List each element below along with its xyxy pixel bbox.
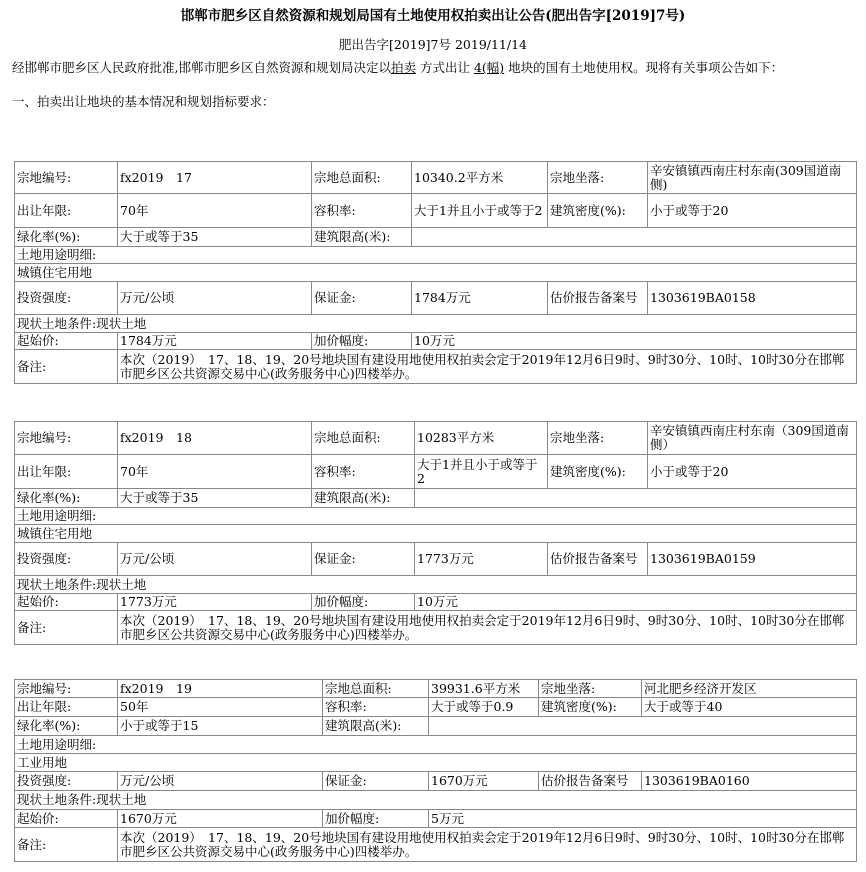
value-far: 大于1并且小于或等于2: [415, 455, 548, 489]
intro-text-2: 方式出让: [416, 60, 474, 75]
label-status: 现状土地条件:: [17, 576, 97, 592]
section-heading: 一、拍卖出让地块的基本情况和规划指标要求：: [12, 94, 275, 109]
label-use-detail: 土地用途明细:: [15, 736, 857, 754]
label-start-price: 起始价:: [15, 333, 118, 350]
label-deposit: 保证金:: [323, 772, 429, 791]
label-parcel-no: 宗地编号:: [15, 680, 118, 698]
label-total-area: 宗地总面积:: [312, 422, 415, 455]
label-density: 建筑密度(%):: [548, 194, 648, 228]
label-height: 建筑限高(米):: [323, 717, 429, 736]
intro-count: 4(幅): [473, 60, 505, 75]
label-term: 出让年限:: [15, 455, 118, 489]
label-density: 建筑密度(%):: [539, 698, 642, 717]
label-location: 宗地坐落:: [539, 680, 642, 698]
value-start-price: 1773万元: [118, 594, 312, 611]
label-invest: 投资强度:: [15, 282, 118, 315]
parcel-table: [14, 161, 857, 384]
label-total-area: 宗地总面积:: [312, 162, 412, 194]
label-start-price: 起始价:: [15, 810, 118, 828]
label-appraisal: 估价报告备案号: [539, 772, 642, 791]
value-term: 50年: [118, 698, 323, 717]
value-parcel-no: fx2019 17: [118, 162, 312, 194]
label-far: 容积率:: [312, 194, 412, 228]
value-green: 大于或等于35: [118, 228, 312, 247]
value-height: [429, 717, 857, 736]
label-status: 现状土地条件:: [17, 315, 97, 331]
label-height: 建筑限高(米):: [312, 228, 412, 247]
value-invest: 万元/公顷: [118, 772, 323, 791]
label-deposit: 保证金:: [312, 282, 412, 315]
label-use-detail: 土地用途明细:: [15, 247, 857, 264]
label-term: 出让年限:: [15, 698, 118, 717]
intro-text-3: 地块的国有土地使用权。现将有关事项公告如下：: [504, 60, 784, 75]
status-row: [15, 315, 857, 333]
label-status: 现状土地条件:: [17, 792, 97, 807]
intro-paragraph: [12, 58, 854, 78]
value-increment: 5万元: [429, 810, 857, 828]
label-increment: 加价幅度:: [323, 810, 429, 828]
label-green: 绿化率(%):: [15, 228, 118, 247]
value-deposit: 1773万元: [415, 543, 548, 576]
label-far: 容积率:: [312, 455, 415, 489]
label-remarks: 备注:: [15, 350, 118, 384]
value-parcel-no: fx2019 18: [118, 422, 312, 455]
value-parcel-no: fx2019 19: [118, 680, 323, 698]
status-row: [15, 576, 857, 594]
value-term: 70年: [118, 194, 312, 228]
value-location: 河北肥乡经济开发区: [642, 680, 857, 698]
value-remarks: 本次（2019） 17、18、19、20号地块国有建设用地使用权拍卖会定于2019年12月6日9时、9时30分、10时、10时30分在邯郸市肥乡区公共资源交易中心(政务服务中心)四楼举办。: [118, 350, 857, 384]
label-location: 宗地坐落:: [548, 422, 648, 455]
label-increment: 加价幅度:: [312, 594, 415, 611]
parcel-table: [14, 421, 857, 645]
label-remarks: 备注:: [15, 611, 118, 645]
label-use-detail: 土地用途明细:: [15, 508, 857, 525]
value-start-price: 1784万元: [118, 333, 312, 350]
label-term: 出让年限:: [15, 194, 118, 228]
label-increment: 加价幅度:: [312, 333, 412, 350]
value-use: 城镇住宅用地: [15, 264, 857, 282]
label-total-area: 宗地总面积:: [323, 680, 429, 698]
label-invest: 投资强度:: [15, 543, 118, 576]
value-total-area: 39931.6平方米: [429, 680, 539, 698]
value-height: [412, 228, 857, 247]
value-location: 辛安镇镇西南庄村东南(309国道南侧): [648, 162, 857, 194]
value-total-area: 10340.2平方米: [412, 162, 548, 194]
value-far: 大于1并且小于或等于2: [412, 194, 548, 228]
label-deposit: 保证金:: [312, 543, 415, 576]
intro-text-1: 经邯郸市肥乡区人民政府批准,邯郸市肥乡区自然资源和规划局决定以: [12, 60, 391, 75]
label-location: 宗地坐落:: [548, 162, 648, 194]
value-use: 城镇住宅用地: [15, 525, 857, 543]
value-start-price: 1670万元: [118, 810, 323, 828]
value-appraisal: 1303619BA0160: [642, 772, 857, 791]
value-height: [415, 489, 857, 508]
value-invest: 万元/公顷: [118, 282, 312, 315]
value-status: 现状土地: [96, 576, 147, 592]
value-status: 现状土地: [96, 315, 147, 331]
value-increment: 10万元: [415, 594, 857, 611]
value-status: 现状土地: [96, 792, 147, 807]
value-increment: 10万元: [412, 333, 857, 350]
label-far: 容积率:: [323, 698, 429, 717]
value-deposit: 1670万元: [429, 772, 539, 791]
value-remarks: 本次（2019） 17、18、19、20号地块国有建设用地使用权拍卖会定于2019年12月6日9时、9时30分、10时、10时30分在邯郸市肥乡区公共资源交易中心(政务服务中心)四楼举办。: [118, 611, 857, 645]
label-parcel-no: 宗地编号:: [15, 162, 118, 194]
value-location: 辛安镇镇西南庄村东南（309国道南侧）: [648, 422, 857, 455]
value-density: 大于或等于40: [642, 698, 857, 717]
label-height: 建筑限高(米):: [312, 489, 415, 508]
value-density: 小于或等于20: [648, 194, 857, 228]
status-row: [15, 791, 857, 810]
label-parcel-no: 宗地编号:: [15, 422, 118, 455]
value-density: 小于或等于20: [648, 455, 857, 489]
value-term: 70年: [118, 455, 312, 489]
label-remarks: 备注:: [15, 828, 118, 862]
intro-method: 拍卖: [390, 60, 416, 75]
value-far: 大于或等于0.9: [429, 698, 539, 717]
label-appraisal: 估价报告备案号: [548, 282, 648, 315]
value-green: 大于或等于35: [118, 489, 312, 508]
value-remarks: 本次（2019） 17、18、19、20号地块国有建设用地使用权拍卖会定于2019年12月6日9时、9时30分、10时、10时30分在邯郸市肥乡区公共资源交易中心(政务服务中心)四楼举办。: [118, 828, 857, 862]
label-green: 绿化率(%):: [15, 489, 118, 508]
label-invest: 投资强度:: [15, 772, 118, 791]
label-appraisal: 估价报告备案号: [548, 543, 648, 576]
value-appraisal: 1303619BA0159: [648, 543, 857, 576]
page-subtitle: 肥出告字[2019]7号 2019/11/14: [338, 37, 528, 52]
label-green: 绿化率(%):: [15, 717, 118, 736]
label-density: 建筑密度(%):: [548, 455, 648, 489]
value-appraisal: 1303619BA0158: [648, 282, 857, 315]
label-start-price: 起始价:: [15, 594, 118, 611]
value-invest: 万元/公顷: [118, 543, 312, 576]
value-total-area: 10283平方米: [415, 422, 548, 455]
value-green: 小于或等于15: [118, 717, 323, 736]
page-title: 邯郸市肥乡区自然资源和规划局国有土地使用权拍卖出让公告(肥出告字[2019]7号): [180, 8, 686, 24]
value-use: 工业用地: [15, 754, 857, 772]
value-deposit: 1784万元: [412, 282, 548, 315]
parcel-table: [14, 679, 857, 862]
